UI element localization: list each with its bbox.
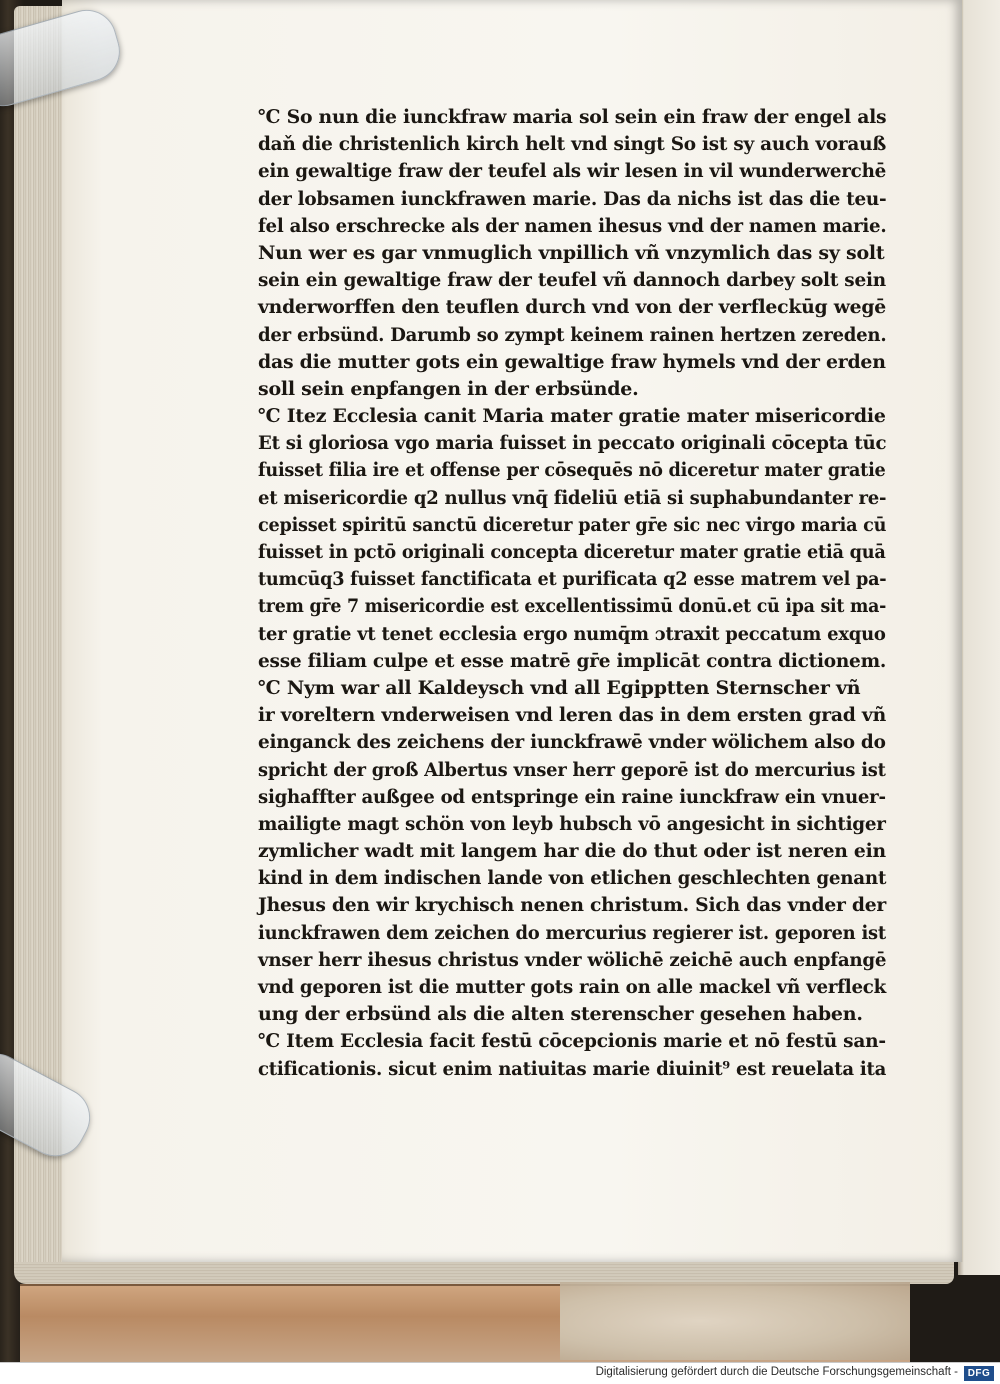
text-line: et misericordie q2 nullus vnq̄ fideliū etiā si suphabundanter re- (258, 486, 887, 509)
text-line: der lobsamen iunckfrawen marie. Das da nichs ist das die teu- (258, 187, 887, 210)
text-line: ir voreltern vnderweisen vnd leren das in dem ersten grad vñ (258, 704, 886, 727)
text-line: ℃ Itez Ecclesia canit Maria mater gratie mater misericordie (258, 405, 886, 428)
text-line: fel also erschrecke als der namen ihesus vnd der namen marie. (258, 214, 887, 237)
text-line: spricht der groß Albertus vnser herr geporē ist do mercurius ist (258, 758, 886, 781)
text-line: vnser herr ihesus christus vnder wölichē zeichē auch enpfangē (258, 948, 887, 971)
text-line: einganck des zeichens der iunckfrawē vnder wölichem also do (258, 731, 886, 754)
text-line: kind in dem indischen lande von etlichen geschlechten genant (258, 867, 887, 890)
text-line: Jhesus den wir krychisch nenen christum. Sich das vnder der (258, 894, 887, 917)
text-line: ter gratie vt tenet ecclesia ergo numq̄m ɔtraxit peccatum exquo (258, 622, 886, 645)
facing-page-edge (958, 0, 1000, 1275)
text-line: fuisset in pctō originali concepta diceretur mater gratie etiā quā (258, 541, 886, 563)
footer-bar (0, 1362, 1000, 1384)
text-line: vnd geporen ist die mutter gots rain on alle mackel vñ verfleck (258, 976, 887, 998)
text-line: ℃ Item Ecclesia facit festū cōcepcionis marie et nō festū san- (258, 1030, 886, 1053)
text-line: zymlicher wadt mit langem har die do thut oder ist neren ein (258, 840, 886, 863)
text-line: Et si gloriosa vgo maria fuisset in peccato originali cōcepta tūc (258, 432, 887, 455)
text-line: der erbsünd. Darumb so zympt keinem rainen hertzen zereden. (258, 323, 887, 346)
text-line: sein ein gewaltige fraw der teufel vñ dannoch darbey solt sein (258, 269, 886, 292)
text-line: vnderworffen den teuflen durch vnd von der verfleckūg wegē (258, 296, 886, 319)
worn-cover-patch (560, 1282, 910, 1360)
text-line: sighaffter außgee od entspringe ein raine iunckfraw ein vnuer- (258, 785, 886, 808)
text-line: Nun wer es gar vnmuglich vnpillich vñ vnzymlich das sy solt (258, 241, 885, 264)
text-line: iunckfrawen dem zeichen do mercurius regierer ist. geporen ist (258, 921, 886, 944)
text-line: cepisset spiritū sanctū diceretur pater gr̄e sic nec virgo maria cū (258, 513, 887, 536)
text-line: esse filiam culpe et esse matrē gr̄e implicāt contra dictionem. (258, 649, 887, 672)
text-line: ctificationis. sicut enim natiuitas marie diuinit⁹ est reuelata ita (258, 1057, 887, 1080)
text-line: mailigte magt schön von leyb hubsch vō angesicht in sichtiger (258, 812, 886, 835)
text-line: daň die christenlich kirch helt vnd singt So ist sy auch vorauß (258, 133, 887, 156)
text-line: ℃ Nym war all Kaldeysch vnd all Egipptten Sternscher vñ (258, 676, 861, 699)
text-line: ein gewaltige fraw der teufel als wir lesen in vil wunderwerchē (258, 160, 887, 183)
dfg-logo: DFG (964, 1366, 994, 1381)
footer-credit: Digitalisierung gefördert durch die Deutsche Forschungsgemeinschaft - (595, 1366, 958, 1378)
text-line: das die mutter gots ein gewaltige fraw hymels vnd der erden (258, 350, 886, 373)
text-line: fuisset filia ire et offense per cōsequēs nō diceretur mater gratie (258, 459, 886, 482)
text-line: soll sein enpfangen in der erbsünde. (258, 377, 639, 400)
text-line: ung der erbsünd als die alten sterenscher gesehen haben. (258, 1003, 863, 1026)
page-stack-bottom-edge (14, 1262, 954, 1284)
text-line: trem gr̄e 7 misericordie est excellentissimū donū.et cū ipa sit ma- (258, 595, 887, 618)
text-line: tumcūq3 fuisset fanctificata et purificata q2 esse matrem vel pa- (258, 568, 887, 591)
page-text (258, 104, 886, 1083)
text-line: ℃ So nun die iunckfraw maria sol sein ein fraw der engel als (258, 106, 887, 128)
